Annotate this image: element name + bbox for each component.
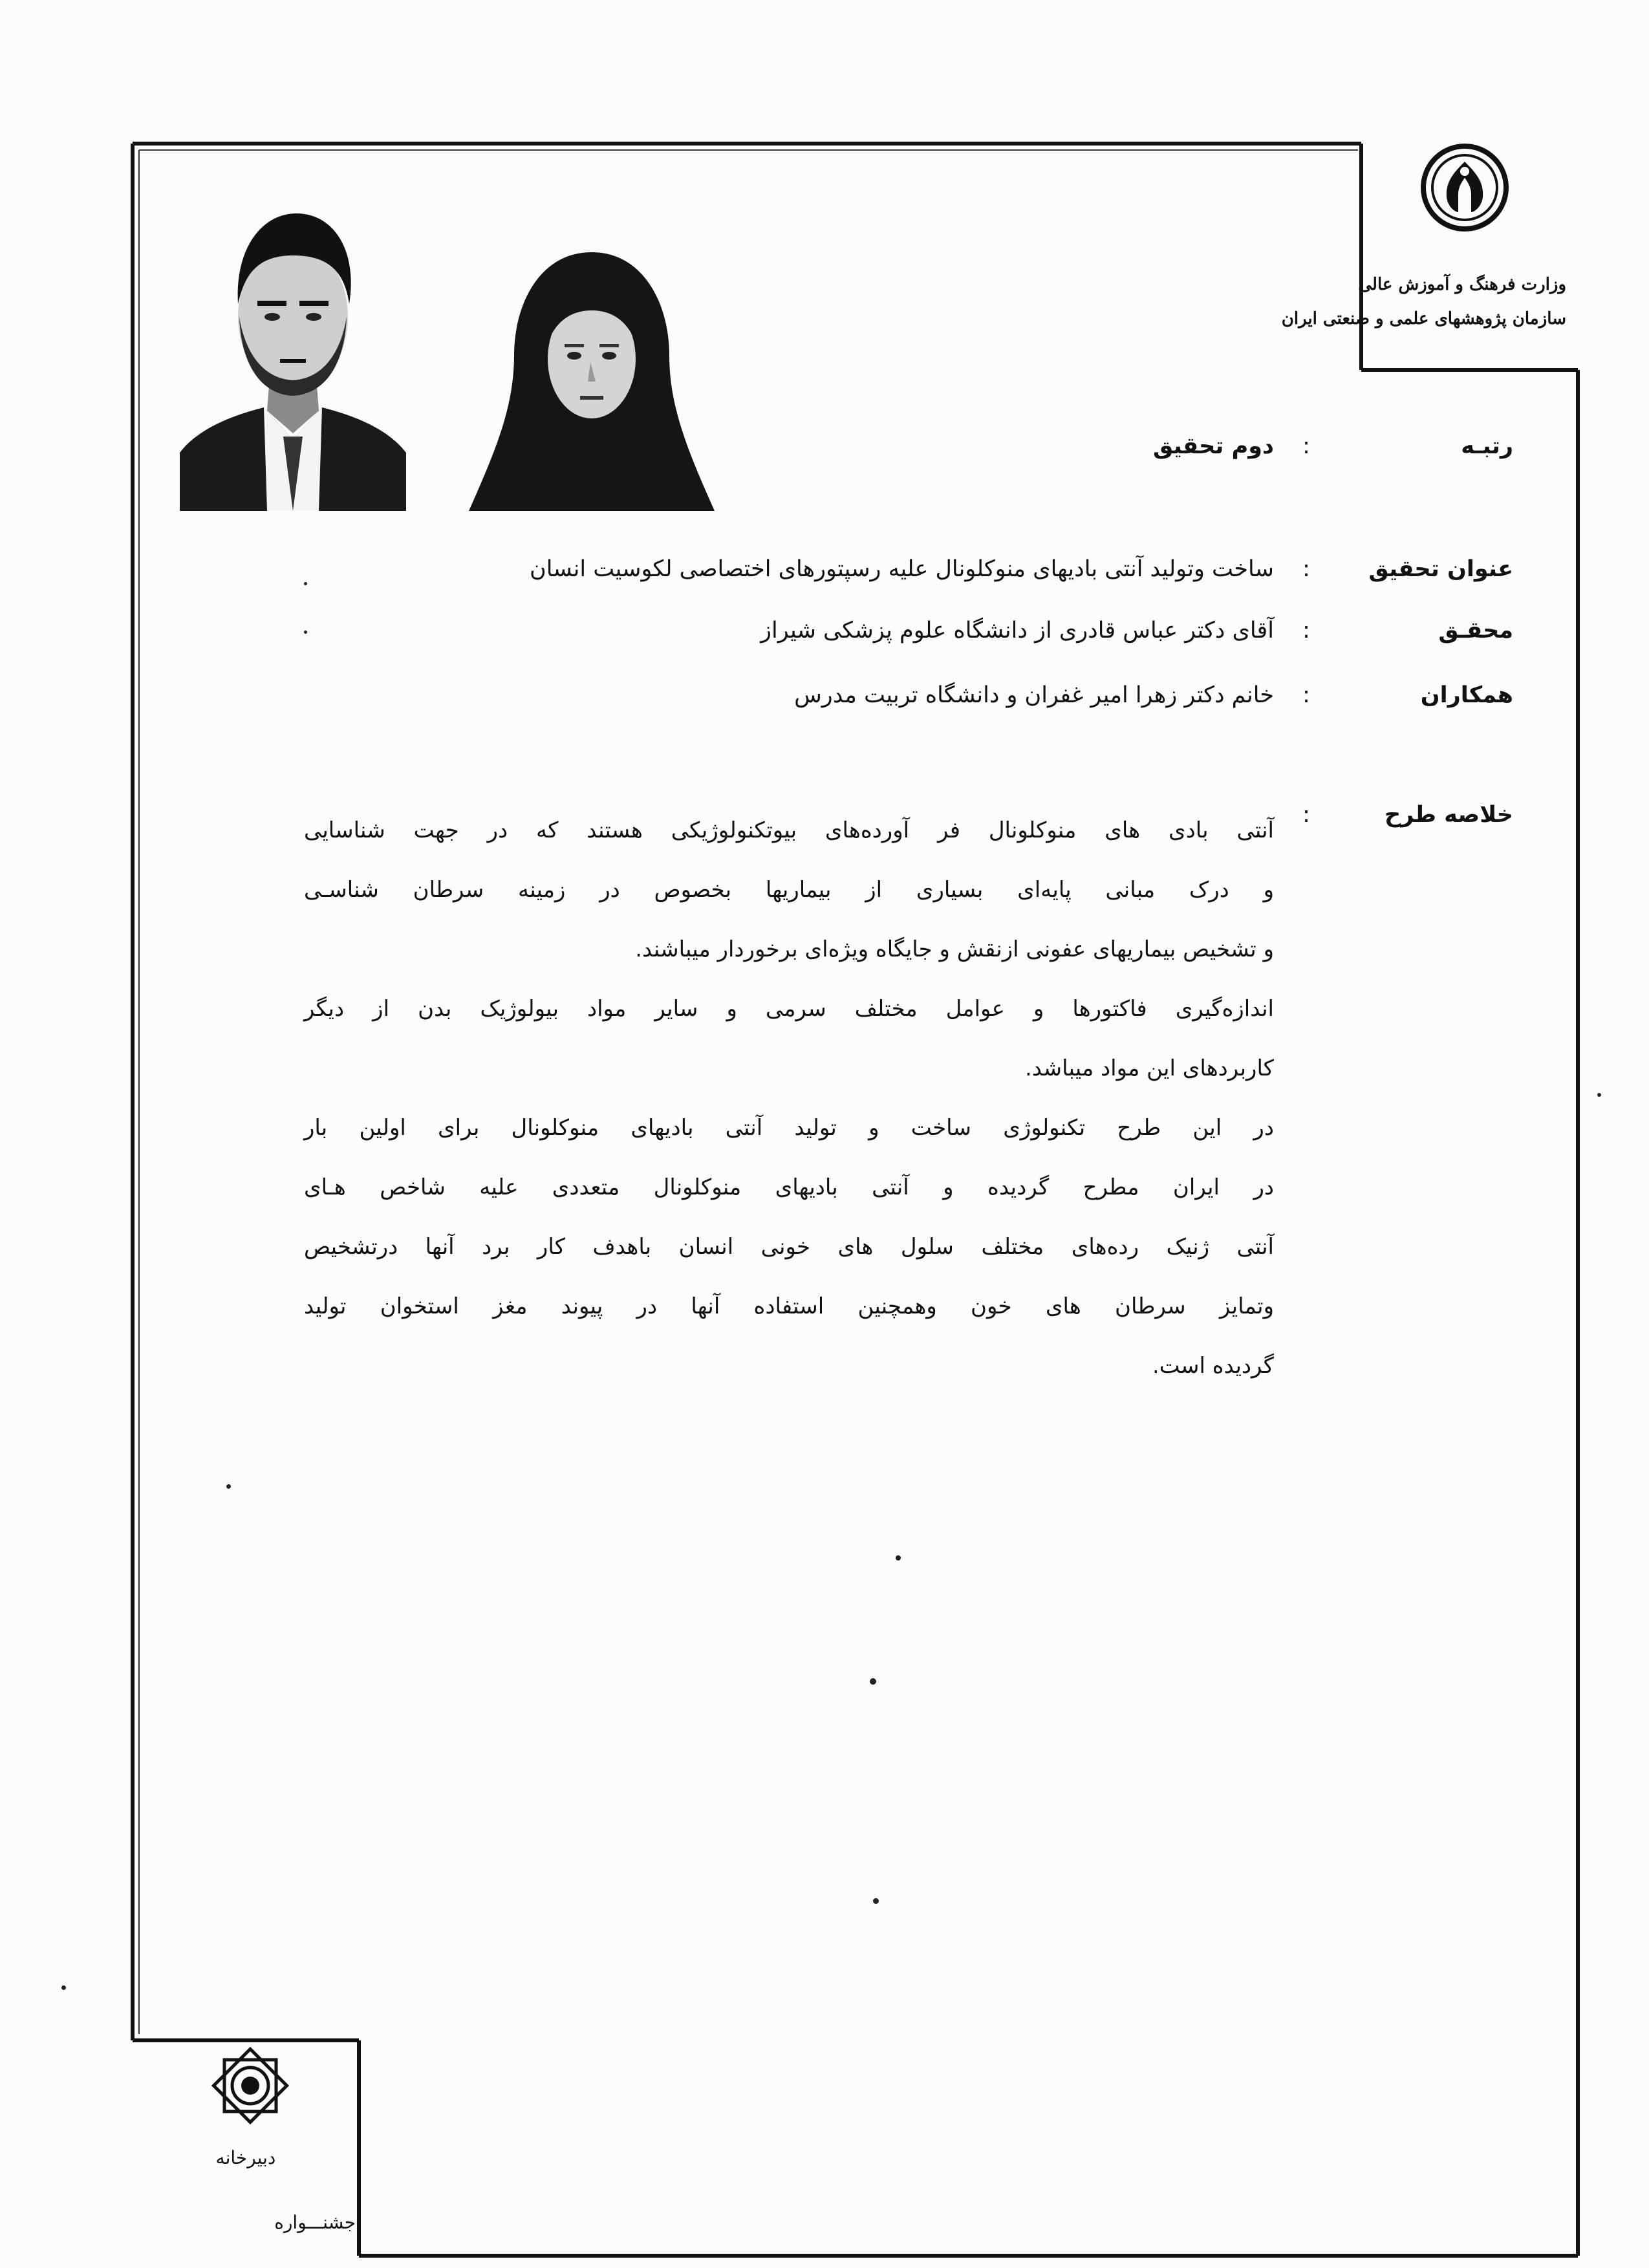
summary-label: خلاصه طرح [1385,802,1513,828]
summary-line: وتمایز سرطان های خون وهمچنین استفاده آنها در پیوند مغز استخوان تولید [304,1293,1274,1319]
summary-line: کاربردهای این مواد میباشد. [1024,1055,1274,1081]
festival-label: جشنـــواره [274,2212,356,2233]
summary-line: گردیده است. [1152,1353,1274,1379]
research-title-value: ساخت وتولید آنتی بادیهای منوکلونال علیه رسپتورهای اختصاصی لکوسیت انسان [530,556,1274,582]
summary-line: آنتی ژنیک رده‌های مختلف سلول های خونی انسان باهدف کار برد آنها درتشخیص [304,1234,1274,1260]
researcher-photo [180,194,406,511]
summary-line: و تشخیص بیماریهای عفونی ازنقش و جایگاه ویژه‌ای برخوردار میباشند. [635,936,1274,962]
scan-speck [61,1985,66,1990]
researcher-value: آقای دکتر عباس قادری از دانشگاه علوم پزشکی شیراز [760,618,1274,643]
scan-speck [226,1484,231,1489]
summary-line: در این طرح تکنولوژی ساخت و تولید آنتی بادیهای منوکلونال برای اولین بار [304,1115,1274,1141]
summary-line: و درک مبانی پایه‌ای بسیاری از بیماریها بخصوص در زمینه سرطان شناسـی [304,877,1274,903]
scan-speck [870,1678,876,1685]
org-name-line2: سازمان پژوهشهای علمی و صنعتی ایران [1281,309,1566,329]
collaborator-photo [469,246,715,511]
colon-separator: : [1302,433,1310,459]
researcher-label: محقـق [1438,618,1513,643]
scan-speck [873,1898,879,1904]
summary-line: اندازه‌گیری فاکتورها و عوامل مختلف سرمی و سایر مواد بیولوژیک بدن از دیگر [304,996,1274,1022]
collaborators-value: خانم دکتر زهرا امیر غفران و دانشگاه تربیت مدرس [794,682,1274,708]
scan-speck [304,631,307,634]
scan-speck [304,582,307,585]
scan-speck [1597,1093,1601,1097]
summary-line: در ایران مطرح گردیده و آنتی بادیهای منوکلونال متعددی علیه شاخص هـای [304,1174,1274,1200]
ministry-emblem-icon [1419,142,1510,233]
colon-separator: : [1302,618,1310,643]
summary-line: آنتی بادی های منوکلونال فر آورده‌های بیوتکنولوژیکی هستند که در جهت شناسایی [304,817,1274,843]
summary-text [304,801,1274,1396]
rank-value: دوم تحقیق [1153,433,1274,459]
collaborators-label: همکاران [1420,682,1513,708]
secretariat-label: دبیرخانه [215,2147,276,2168]
festival-emblem-icon [208,2044,292,2128]
colon-separator: : [1302,682,1310,708]
org-name-line1: وزارت فرهنگ و آموزش عالی [1358,275,1566,294]
colon-separator: : [1302,802,1310,828]
rank-label: رتبـه [1461,433,1513,459]
research-title-label: عنوان تحقیق [1368,556,1513,582]
scan-speck [896,1555,901,1561]
colon-separator: : [1302,556,1310,582]
